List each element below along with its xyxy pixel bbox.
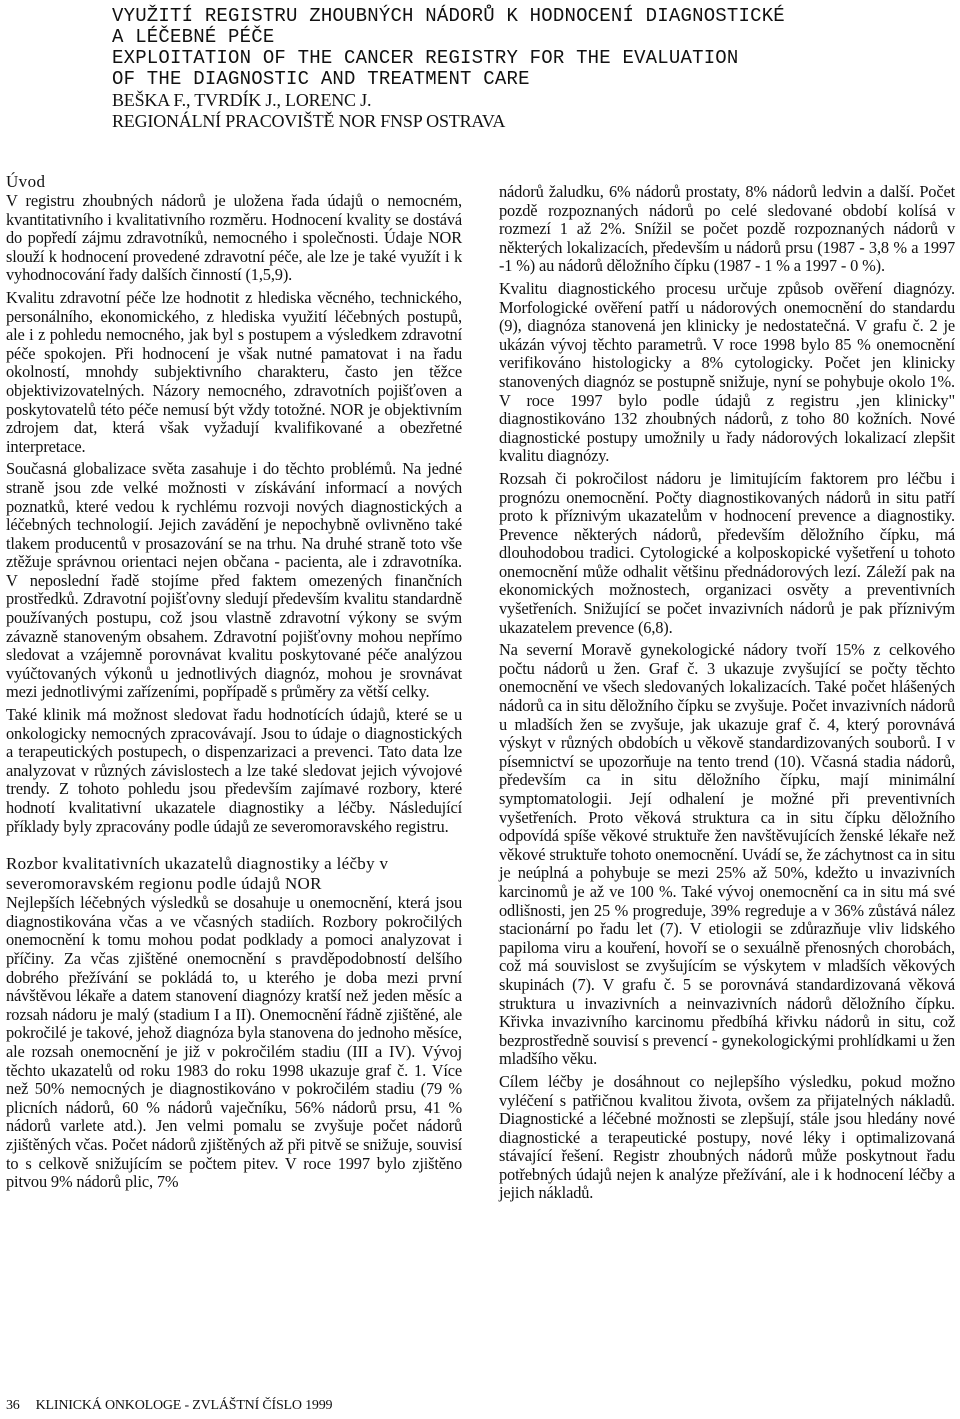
- paragraph: Nejlepších léčebných výsledků se dosahuje u onemocnění, která jsou diagnostikována včas a ve včasných stadiích. Rozbory pokročilých onemocnění k tomu mohou podat podklady a pomoci analyzovat i příčiny. Za včas zjištěné onemocnění s pravděpodobností delšího dobrého přežívání se pokládá to, u kterého je doba mezi první návštěvou lékaře a datem stanovení diagnózy kratší než jeden měsíc a rozsah nádoru je malý (stadium I a II). Onemocnění řádně zjištěné, ale pokročilé je takové, jehož diagnóza byla stanovena do jednoho měsíce, ale rozsah onemocnění je již v pokročilém stadiu (III a IV). Vývoj těchto ukazatelů od roku 1983 do roku 1998 ukazuje graf č. 1. Více než 50% nemocných je diagnostikováno v pokročilém stadiu (79 % plicních nádorů, 60 % nádorů vaječníku, 56% nádorů prsu, 41 % nádorů varlete atd.). Jen velmi pomalu se zvyšuje počet nádorů zjištěných včas. Počet nádorů zjištěných až při pitvě se snižuje, souvisí to s celkově snižujícím se počtem pitev. V roce 1997 bylo zjištěno pitvou 9% nádorů plic, 7%: [6, 893, 462, 1192]
- affiliation: REGIONÁLNÍ PRACOVIŠTĚ NOR FNSP OSTRAVA: [112, 111, 506, 131]
- paragraph: Kvalitu zdravotní péče lze hodnotit z hlediska věcného, technického, personálního, ekonomického, z hlediska využití léčebných postupů, ale i z pohledu nemocného, jak byl s postupem a výsledkem zdravotní péče spokojen. Při hodnocení je však nutné pamatovat i na řadu okolností, mnohdy subjektivního charakteru, často jen těžce objektivizovatelných. Názory nemocného, zdravotních pojišťoven a poskytovatelů této péče nemusí být vždy totožné. NOR je objektivním zdrojem dat, která však vyžadují kvalifikované a obezřetné interpretace.: [6, 287, 462, 456]
- journal-name: KLINICKÁ ONKOLOGE: [35, 1398, 182, 1413]
- paragraph: Kvalitu diagnostického procesu určuje způsob ověření diagnózy. Morfologické ověření patří u nádorových onemocnění do standardu (9), diagnóza stanovená jen klinicky je nedostatečná. V grafu č. 2 je ukázán vývoj těchto parametrů. V roce 1998 bylo 85 % onemocnění verifikováno histologicky a 8% cytologicky. Počet jen klinicky stanovených diagnóz se postupně snižuje, nyní se pohybuje okolo 1%. V roce 1997 bylo podle údajů z registru ‚jen klinicky" diagnostikováno 132 zhoubných nádorů, z toho 80 kožních. Nové diagnostické postupy umožnily u řady nádorových lokalizací zlepšit kvalitu diagnózy.: [499, 278, 955, 466]
- authors: BEŠKA F., TVRDÍK J., LORENC J.: [112, 90, 372, 110]
- title-en-line-1: EXPLOITATION OF THE CANCER REGISTRY FOR THE EVALUATION: [112, 47, 739, 69]
- title-cz-line-1: VYUŽITÍ REGISTRU ZHOUBNÝCH NÁDORŮ K HODNOCENÍ DIAGNOSTICKÉ: [112, 5, 785, 27]
- page-footer: [6, 1398, 332, 1414]
- article-header: [112, 6, 932, 132]
- left-column: [6, 172, 462, 1196]
- paragraph: V registru zhoubných nádorů je uložena řada údajů o nemocném, kvantitativního i kvalitativního rozměru. Hodnocení kvality se dostává do popředí zájmu zdravotníků, nemocného i společnosti. Údaje NOR slouží k hodnocení provedené zdravotní péče, ale lze je také využít i k vyhodnocování řady dalších činností (1,5,9).: [6, 191, 462, 285]
- right-column: [499, 183, 955, 1207]
- page-number: 36: [6, 1398, 20, 1413]
- paragraph: nádorů žaludku, 6% nádorů prostaty, 8% nádorů ledvin a další. Počet pozdě rozpoznaných nádorů po celé sledované období kolísá v rozmezí 1 až 2%. Snížil se počet pozdě rozpoznaných nádorů v některých lokalizacích, především u nádorů prsu (1987 - 3,8 % a 1997 -1 %) au nádorů děložního čípku (1987 - 1 % a 1997 - 0 %).: [499, 182, 955, 276]
- paragraph: Současná globalizace světa zasahuje i do těchto problémů. Na jedné straně jsou zde velké možnosti v získávání informací a nových poznatků, které vedou k rychlému rozvoji nových diagnostických a léčebných technologií. Jejich zavádění je nepochybně ovlivněno také tlakem producentů v prosazování se na trhu. Na druhé straně toto vše ztěžuje správnou orientaci nejen občana - pacienta, ale i zdravotníka. V neposlední řadě stojíme před faktem omezených finančních prostředků. Zdravotní pojišťovny sledují především kvalitu standardně používaných postupu, což jsou vlastně zdravotní výkony se svým závazně stanoveným obsahem. Zdravotní pojišťovny mohou nepřímo sledovat a vzájemně porovnávat kvalitu poskytované péče analýzou vyúčtovaných výkonů u jednotlivých diagnóz, mohou je srovnávat mezi jednotlivými zařízeními, popřípadě s průměry za větší celky.: [6, 459, 462, 702]
- title-en-line-2: OF THE DIAGNOSTIC AND TREATMENT CARE: [112, 68, 530, 90]
- section-title-intro: Úvod: [6, 172, 46, 191]
- paragraph: Cílem léčby je dosáhnout co nejlepšího výsledku, pokud možno vyléčení s patřičnou kvalitou života, ovšem za přijatelných nákladů. Diagnostické a léčebné možnosti se zlepšují, stále jsou hledány nové diagnostické a terapeutické postupy, nové léky i optimalizovaná stávající řešení. Registr zhoubných nádorů může poskytnout řadu potřebných údajů nejen k analýze přežívání, ale i k hodnocení léčby a jejich nákladů.: [499, 1071, 955, 1203]
- journal-issue: - ZVLÁŠTNÍ ČÍSLO 1999: [184, 1398, 333, 1413]
- paragraph: Rozsah či pokročilost nádoru je limitujícím faktorem pro léčbu i prognózu onemocnění. Počty diagnostikovaných nádorů in situ patří proto k příznivým ukazatelům v hodnocení prevence a diagnostiky. Prevence některých nádorů, především děložního čípku, má dlouhodobou tradici. Cytologické a kolposkopické vyšetření u tohoto onemocnění může odhalit většinu přednádorových lezí. Záleží pak na ekonomických možnostech, organizaci osvěty a preventivních vyšetřeních. Snižující se počet invazivních nádorů je pak příznivým ukazatelem prevence (6,8).: [499, 468, 955, 637]
- section-subheading: Rozbor kvalitativních ukazatelů diagnostiky a léčby v severomoravském regionu podle údajů NOR: [6, 854, 389, 894]
- paragraph: Také klinik má možnost sledovat řadu hodnotících údajů, které se u onkologicky nemocných zpracovávají. Jsou to údaje o diagnostických a terapeutických postupech, o dispenzarizaci a prevenci. Tato data lze analyzovat v různých závislostech a lze také sledovat jejich vývojové trendy. Z tohoto pohledu jsou především zajímavé rozbory, které hodnotí kvalitativní ukazatele diagnostiky a léčby. Následující příklady byly zpracovány podle údajů ze severomoravského registru.: [6, 705, 462, 836]
- title-cz-line-2: A LÉČEBNÉ PÉČE: [112, 26, 275, 48]
- paragraph: Na severní Moravě gynekologické nádory tvoří 15% z celkového počtu nádorů u žen. Graf č. 3 ukazuje zvyšující se počty těchto onemocnění ve všech sledovaných lokalizacích. Také počet hlášených nádorů ca in situ děložního čípku se zvyšuje. Počet invazivních nádorů u mladších žen se zvyšuje, jak ukazuje graf č. 4, který porovnává výskyt v různých obdobích u věkově standardizovaných souborů. I v písemnictví se upozorňuje na tento trend (10). Včasná stadia nádorů, především ca in situ děložního čípku, mají minimální symptomatologii. Její odhalení je možné při preventivních vyšetřeních. Proto věková struktura ca in situ čípku děložního odpovídá spíše věkové struktuře žen navštěvujících ženské lékaře než věkové struktuře tohoto onemocnění. Uvádí se, že záchytnost ca in situ je neúplná a pohybuje se mezi 25% až 50%, kdežto u invazivních karcinomů je až ve 100 %. Také vývoj onemocnění ca in situ má své odlišnosti, jen 25 % progreduje, 39% regreduje a v 36% zůstává nález stacionární po řadu let (7). V etiologii se zdůrazňuje vliv lidského papiloma viru a kouření, hovoří se o sexuálně přenosných chorobách, což má souvislost se zvyšujícím se výskytem v mladších věkových skupinách (7). V grafu č. 5 se porovnává standardizovaná věková struktura u invazivních a neinvazivních nádorů děložního čípku. Křivka invazivního karcinomu předbíhá křivku nádorů in situ, což bezprostředně souvisí s prevencí - gynekologickými prohlídkami u žen mladšího věku.: [499, 640, 955, 1069]
